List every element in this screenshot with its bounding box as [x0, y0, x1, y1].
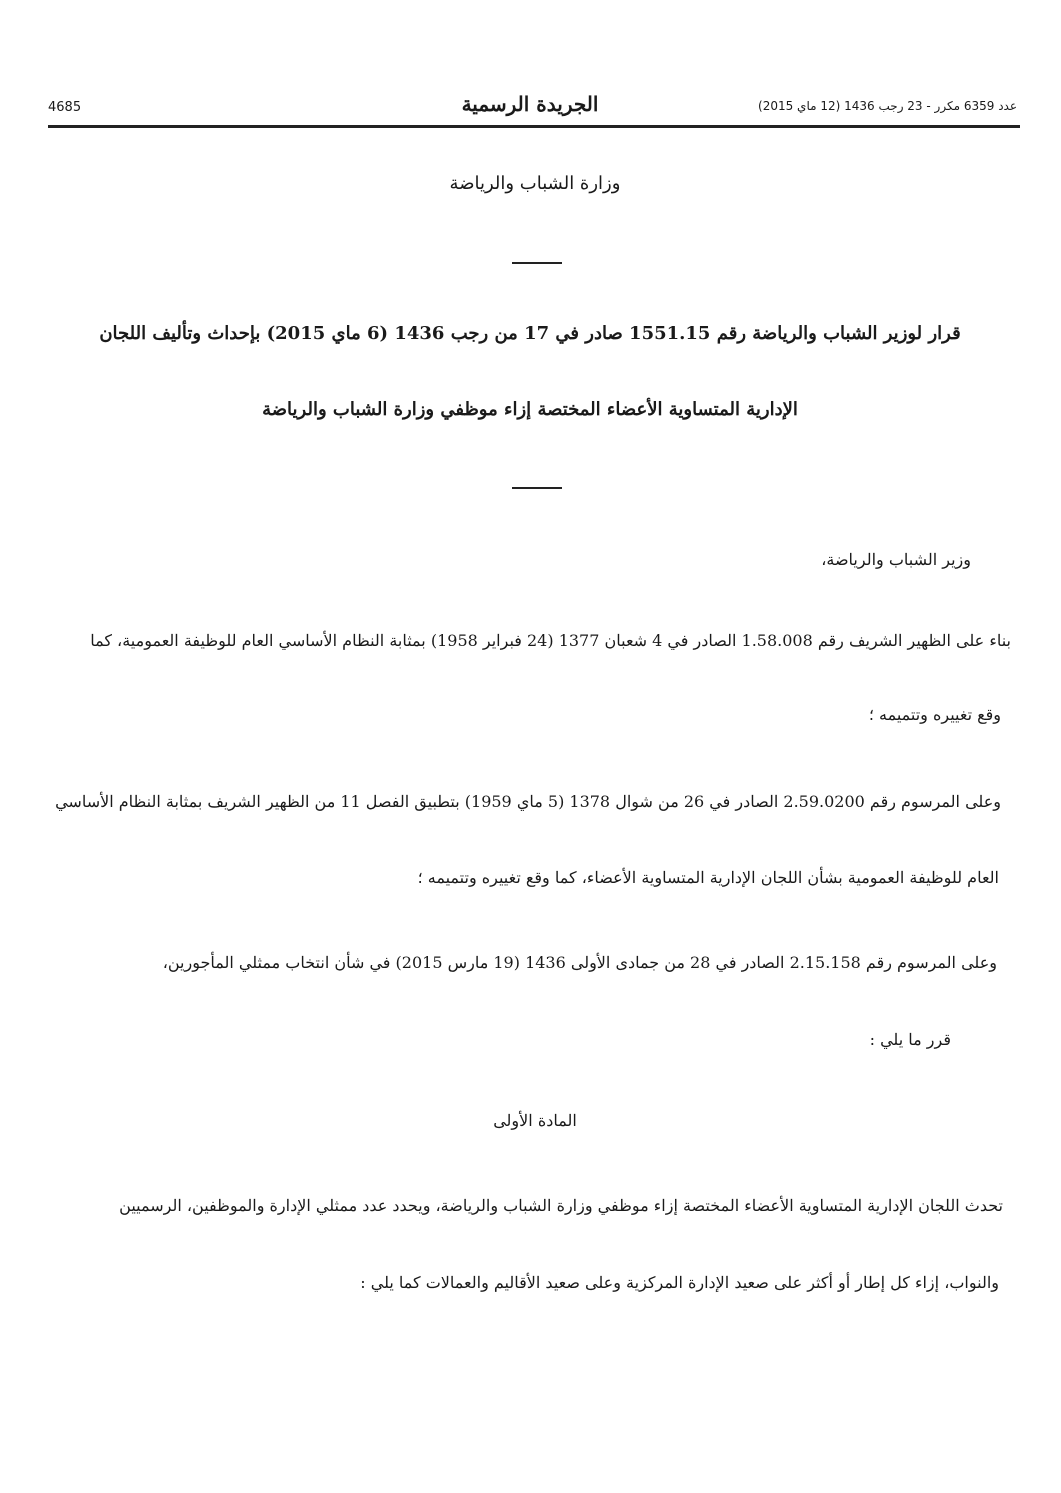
minister-line: وزير الشباب والرياضة، [821, 550, 971, 569]
article-1-line-1: تحدث اللجان الإدارية المتساوية الأعضاء المختصة إزاء موظفي وزارة الشباب والرياضة، ويحدد عدد ممثلي الإدارة والموظفين، الرسميين [119, 1196, 1003, 1215]
paragraph-1-line-2: وقع تغييره وتتميمه ؛ [868, 705, 1001, 724]
decides-line: قرر ما يلي : [869, 1030, 951, 1049]
issue-info: عدد 6359 مكرر - 23 رجب 1436 (12 ماي 2015) [758, 99, 1017, 113]
article-1-line-2: والنواب، إزاء كل إطار أو أكثر على صعيد الإدارة المركزية وعلى صعيد الأقاليم والعمالات كما يلي : [360, 1273, 999, 1292]
ministry-name: وزارة الشباب والرياضة [449, 173, 621, 194]
decree-title-line-2: الإدارية المتساوية الأعضاء المختصة إزاء موظفي وزارة الشباب والرياضة [262, 399, 798, 420]
page-number: 4685 [48, 100, 82, 115]
paragraph-3: وعلى المرسوم رقم 2.15.158 الصادر في 28 من جمادى الأولى 1436 (19 مارس 2015) في شأن انتخاب ممثلي المأجورين، [162, 953, 997, 972]
section-divider-bottom [512, 487, 562, 489]
section-divider-top [512, 262, 562, 264]
header-divider [48, 125, 1020, 128]
gazette-title: الجريدة الرسمية [461, 92, 599, 116]
paragraph-2-line-2: العام للوظيفة العمومية بشأن اللجان الإدارية المتساوية الأعضاء، كما وقع تغييره وتتميمه ؛ [417, 868, 999, 887]
article-1-title: المادة الأولى [493, 1111, 577, 1130]
paragraph-2-line-1: وعلى المرسوم رقم 2.59.0200 الصادر في 26 من شوال 1378 (5 ماي 1959) بتطبيق الفصل 11 من الظهير الشريف بمثابة النظام الأساسي [55, 792, 1001, 811]
paragraph-1-line-1: بناء على الظهير الشريف رقم 1.58.008 الصادر في 4 شعبان 1377 (24 فبراير 1958) بمثابة النظام الأساسي العام للوظيفة العمومية، كما [90, 631, 1011, 650]
decree-title-line-1: قرار لوزير الشباب والرياضة رقم 1551.15 صادر في 17 من رجب 1436 (6 ماي 2015) بإحداث وتأليف اللجان [99, 323, 961, 344]
